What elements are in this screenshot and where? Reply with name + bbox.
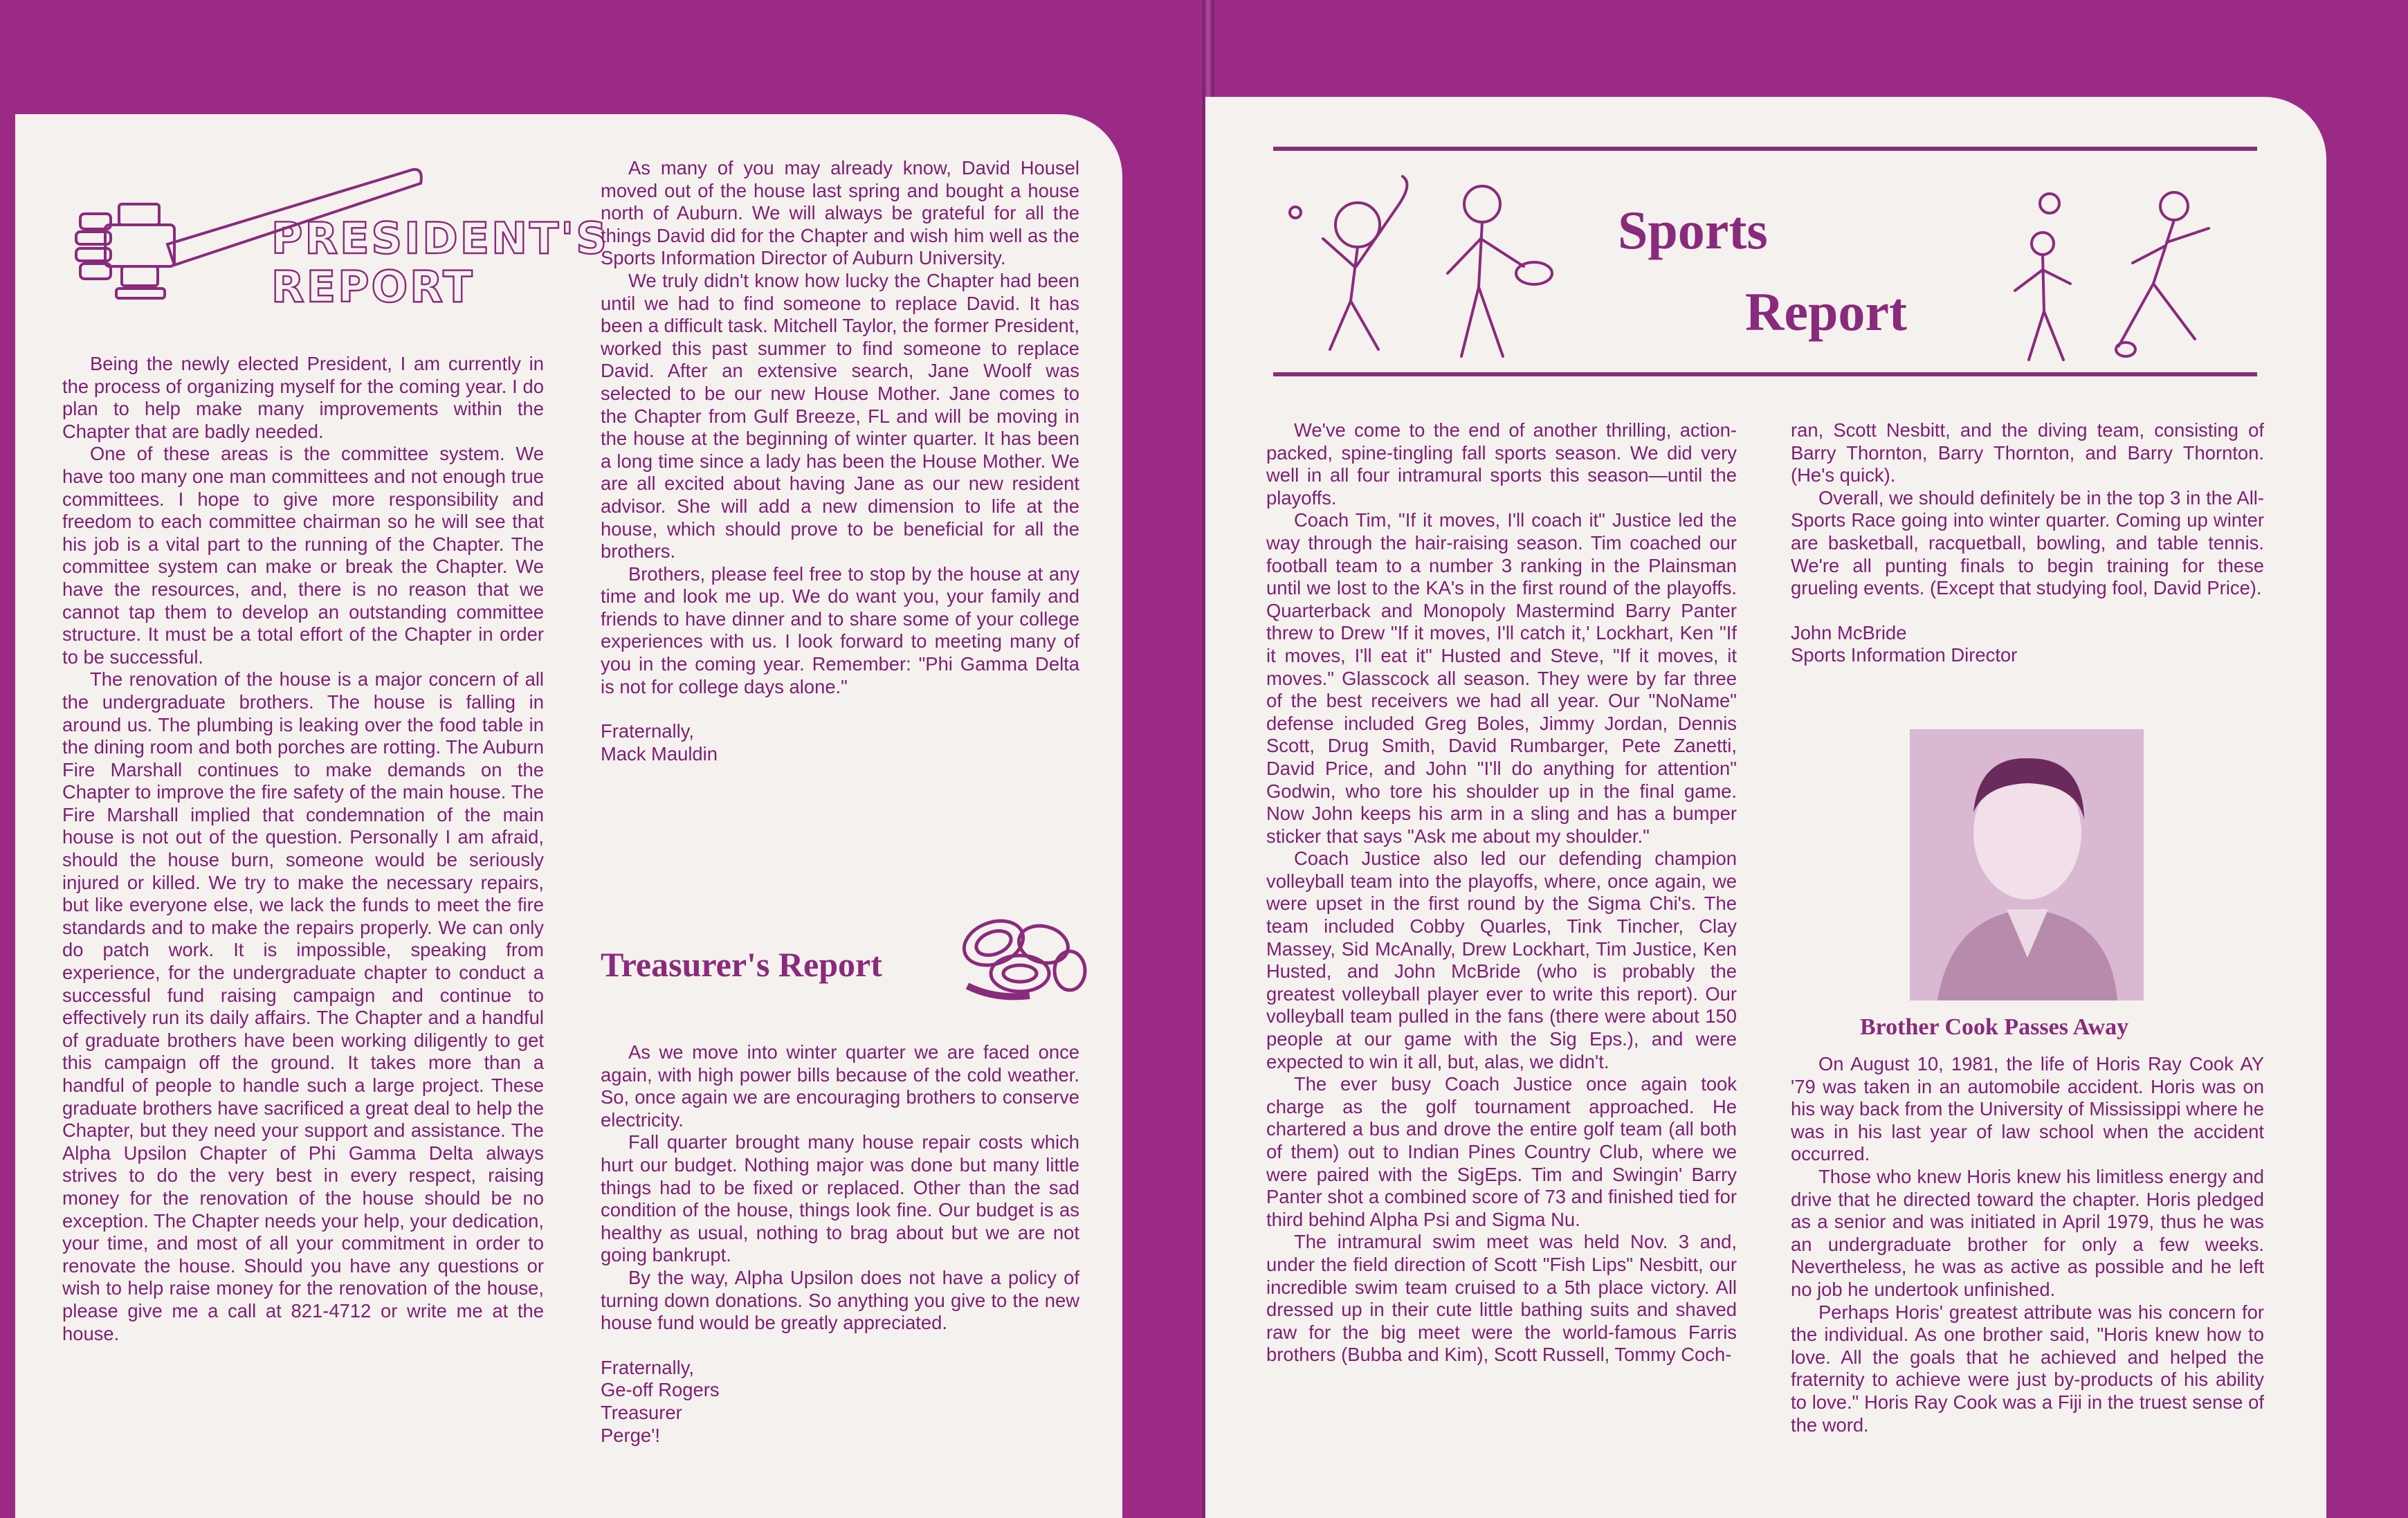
signer-name: Mack Mauldin	[601, 742, 718, 765]
signoff: Fraternally,	[601, 1356, 694, 1378]
obituary-body	[1791, 1053, 2264, 1436]
paragraph: The intramural swim meet was held Nov. 3 and, under the field direction of Scott "Fish Lips" Nesbitt, our incredible swim team cruised to a 5th place victory. All dressed up in their cute little bathing suits and shaved raw for the big meet were the world-famous Farris brothers (Bubba and Kim), Scott Russell, Tommy Coch-	[1266, 1231, 1737, 1366]
paragraph: The ever busy Coach Justice once again took charge as the golf tournament approached. He chartered a bus and drove the entire golf team (all both of them) out to Indian Pines Country Club, where we were paired with the SigEps. Tim and Swingin' Barry Panter shot a combined score of 73 and finished tied for third behind Alpha Psi and Sigma Nu.	[1266, 1073, 1737, 1230]
president-report-column-1	[62, 353, 544, 1345]
obituary-title: Brother Cook Passes Away	[1860, 1014, 2129, 1040]
paragraph: Those who knew Horis knew his limitless energy and drive that he directed toward the chapter. Horis pledged as a senior and was initiated in April 1979, thus he was an undergraduate brother for only a few weeks. Nevertheless, he was as active as possible and he left no job he undertook unfinished.	[1791, 1165, 2264, 1300]
signer-name: Ge-off Rogers	[601, 1379, 720, 1401]
paragraph: By the way, Alpha Upsilon does not have a policy of turning down donations. So anything you give to the new house fund would be greatly appreciated.	[601, 1266, 1079, 1334]
sports-report-title-line1: Sports	[1618, 200, 1768, 260]
athletes-right-illustration	[2001, 187, 2223, 367]
paragraph: We truly didn't know how lucky the Chapter had been until we had to find someone to replace David. It has been a difficult task. Mitchell Taylor, the former President, worked this past summer to find someone to replace David. After an extensive search, Jane Woolf was selected to be our new House Mother. Jane comes to the Chapter from Gulf Breeze, FL and will be moving in the house at the beginning of winter quarter. It has been a long time since a lady has been the House Mother. We are all excited about having Jane as our new resident advisor. She will add a new dimension to life at the house, which should prove to be beneficial for all the brothers.	[601, 269, 1079, 563]
president-report-title-line2: REPORT	[271, 262, 475, 312]
paragraph: Brothers, please feel free to stop by the house at any time and look me up. We do want you, your family and friends to have dinner and to share some of your college experiences with us. I look forward to meeting many of you in the coming year. Remember: "Phi Gamma Delta is not for college days alone."	[601, 563, 1079, 697]
paragraph: We've come to the end of another thrilling, action-packed, spine-tingling fall sports season. We did very well in all four intramural sports this season—until the playoffs.	[1266, 419, 1737, 509]
president-report-column-2	[601, 157, 1079, 765]
header-rule-top	[1273, 147, 2257, 151]
president-signature	[601, 720, 1079, 765]
paragraph: Perhaps Horis' greatest attribute was his concern for the individual. As one brother said, "Horis knew how to love. All the goals that he achieved and helped the fraternity to achieve were just by-products of his ability to love." Horis Ray Cook was a Fiji in the truest sense of the word.	[1791, 1301, 2264, 1436]
paragraph: Coach Tim, "If it moves, I'll coach it" Justice led the way through the hair-raising season. Tim coached our football team to a number 3 ranking in the Plainsman until we lost to the KA's in the first round of the playoffs. Quarterback and Monopoly Mastermind Barry Panter threw to Drew "If it moves, I'll catch it,' Lockhart, Ken "If it moves, I'll eat it" Husted and Steve, "If it moves, it moves." Glasscock all season. They were by far three of the best receivers we had all year. Our "NoName" defense included Greg Boles, Jimmy Jordan, Dennis Scott, Drug Smith, David Rumbarger, Pete Zanetti, David Price, and John "I'll do anything for attention" Godwin, who tore his shoulder up in the final game. Now John keeps his arm in a sling and has a bumper sticker that says "Ask me about my shoulder."	[1266, 509, 1737, 847]
paragraph: Being the newly elected President, I am currently in the process of organizing myself for the coming year. I do plan to help make many improvements within the Chapter that are badly needed.	[62, 353, 544, 442]
paragraph: ran, Scott Nesbitt, and the diving team, consisting of Barry Thornton, Barry Thornton, and Barry Thornton. (He's quick).	[1791, 419, 2264, 486]
coins-icon	[954, 910, 1092, 1007]
portrait-photo	[1910, 729, 2144, 1000]
closing: Perge'!	[601, 1424, 660, 1446]
sports-report-column-2	[1791, 419, 2264, 667]
signer-role: Sports Information Director	[1791, 644, 2018, 666]
signer-name: John McBride	[1791, 621, 1907, 643]
paragraph: Overall, we should definitely be in the top 3 in the All-Sports Race going into winter quarter. Coming up winter are basketball, racquetball, bowling, and table tennis. We're all punting finals to begin training for these grueling events. (Except that studying fool, David Price).	[1791, 486, 2264, 599]
paragraph: As many of you may already know, David Housel moved out of the house last spring and bought a house north of Auburn. We will always be grateful for all the things David did for the Chapter and wish him well as the Sports Information Director of Auburn University.	[601, 157, 1079, 269]
header-rule-bottom	[1273, 372, 2257, 376]
treasurer-report-body	[601, 1041, 1079, 1447]
paragraph: On August 10, 1981, the life of Horis Ray Cook AY '79 was taken in an automobile accident. Horis was on his way back from the University of Mississippi where he was in his last year of law school when the accident occurred.	[1791, 1053, 2264, 1165]
signoff: Fraternally,	[601, 720, 694, 742]
paragraph: One of these areas is the committee system. We have too many one man committees and not enough true committees. I hope to give more responsibility and freedom to each committee chairman so he will see that his job is a vital part to the running of the Chapter. The committee system can make or break the Chapter. We have the resources, and, there is no reason that we cannot tap them to develop an outstanding committee structure. It must be a total effort of the Chapter in order to be successful.	[62, 443, 544, 668]
paragraph: Coach Justice also led our defending champion volleyball team into the playoffs, where, once again, we were upset in the first round by the Sigma Chi's. The team included Cobby Quarles, Tink Tincher, Clay Massey, Sid McAnally, Drew Lockhart, Tim Justice, Ken Husted, and John McBride (who is probably the greatest volleyball player ever to write this report). Our volleyball team pulled in the fans (there were about 150 people at our game with the Sig Eps.), and were expected to win it all, but, alas, we didn't.	[1266, 848, 1737, 1072]
sports-report-title-line2: Report	[1745, 282, 1907, 342]
president-report-title-line1: PRESIDENT'S	[271, 213, 609, 264]
paragraph: Fall quarter brought many house repair costs which hurt our budget. Nothing major was done but many little things had to be fixed or replaced. Other than the sad condition of the house, things look fine. Our budget is as healthy as usual, nothing to brag about but we are not going bankrupt.	[601, 1131, 1079, 1266]
paragraph: The renovation of the house is a major concern of all the undergraduate brothers. The house is falling in around us. The plumbing is leaking over the food table in the dining room and both porches are rotting. The Auburn Fire Marshall continues to make demands on the Chapter to improve the fire safety of the main house. The Fire Marshall implied that condemnation of the main house is not out of the question. Personally I am afraid, should the house burn, someone would be seriously injured or killed. We try to make the necessary repairs, but like everyone else, we lack the funds to meet the fire standards and to make the repairs properly. We can only do patch work. It is impossible, speaking from experience, for the undergraduate chapter to conduct a successful fund raising campaign and continue to effectively run its daily affairs. The Chapter and a handful of graduate brothers have been working diligently to get this campaign off the ground. It takes more than a handful of people to handle such a large project. These graduate brothers have sacrificed a great deal to help the Chapter, but they need your support and assistance. The Alpha Upsilon Chapter of Phi Gamma Delta always strives to do the very best in every respect, raising money for the renovation of the house should be no exception. The Chapter needs your help, your dedication, your time, and most of all your commitment in order to renovate the house. Should you have any questions or wish to help raise money for the renovation of the house, please give me a call at 821-4712 or write me at the house.	[62, 668, 544, 1344]
sports-report-column-1	[1266, 419, 1737, 1366]
left-page	[15, 114, 1122, 1518]
treasurer-report-title: Treasurer's Report	[601, 945, 882, 984]
signer-role: Treasurer	[601, 1401, 682, 1423]
sports-signature	[1791, 622, 2264, 667]
right-page	[1205, 97, 2326, 1518]
portrait-silhouette-icon	[1910, 729, 2144, 1000]
treasurer-signature	[601, 1357, 1079, 1447]
paragraph: As we move into winter quarter we are faced once again, with high power bills because of the cold weather. So, once again we are encouraging brothers to conserve electricity.	[601, 1041, 1079, 1131]
athletes-left-illustration	[1281, 163, 1572, 363]
